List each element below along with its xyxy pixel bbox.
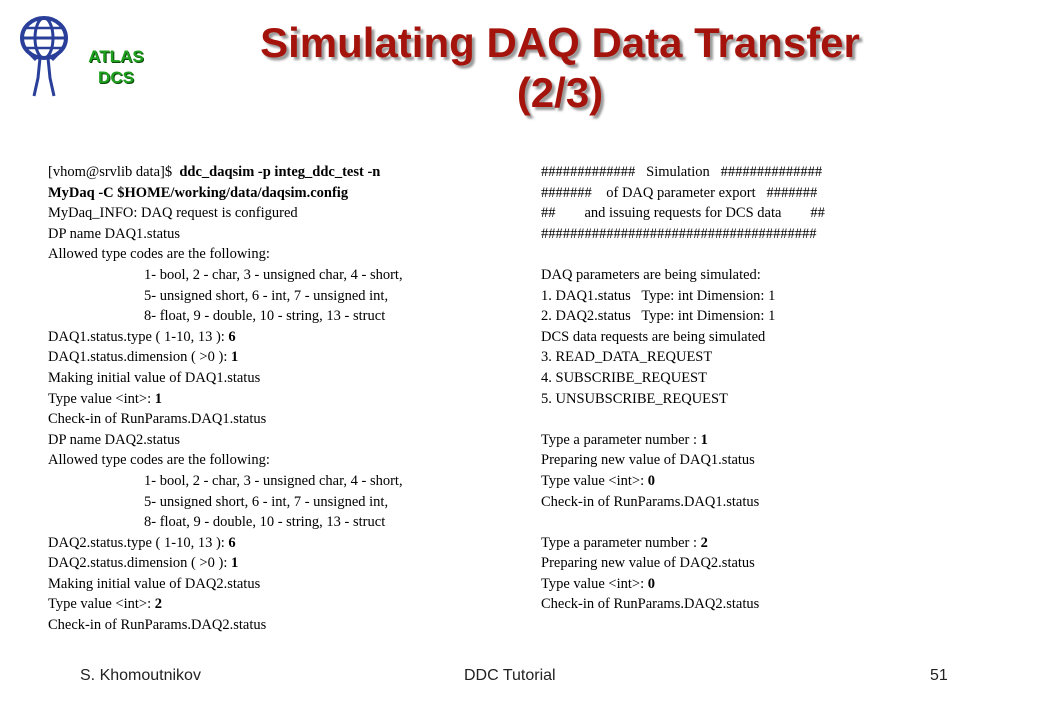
- console-text: 1. DAQ1.status Type: int Dimension: 1: [541, 287, 776, 304]
- console-line: [48, 409, 403, 430]
- console-line: [48, 265, 403, 286]
- console-text: 8- float, 9 - double, 10 - string, 13 - struct: [144, 308, 386, 325]
- logo-text: [82, 46, 150, 88]
- console-text: Check-in of RunParams.DAQ2.status: [541, 596, 760, 613]
- console-line: [48, 450, 403, 471]
- console-text: 5- unsigned short, 6 - int, 7 - unsigned int,: [144, 493, 389, 510]
- console-line: [541, 347, 825, 368]
- console-line: [541, 183, 825, 204]
- console-line: [48, 389, 403, 410]
- console-line: [48, 347, 403, 368]
- console-text: Check-in of RunParams.DAQ2.status: [48, 617, 267, 634]
- console-text: MyDaq_INFO: DAQ request is configured: [48, 205, 298, 222]
- console-line: [541, 409, 825, 430]
- console-input: 6: [228, 328, 236, 345]
- console-line: [541, 389, 825, 410]
- console-text: Check-in of RunParams.DAQ1.status: [541, 493, 760, 510]
- console-text: 5. UNSUBSCRIBE_REQUEST: [541, 390, 728, 407]
- console-line: [48, 306, 403, 327]
- console-text: Check-in of RunParams.DAQ1.status: [48, 411, 267, 428]
- console-line: [48, 286, 403, 307]
- console-text: DAQ1.status.dimension ( >0 ):: [48, 349, 231, 366]
- slide-title-line1: Simulating DAQ Data Transfer: [260, 19, 860, 66]
- console-text: DCS data requests are being simulated: [541, 328, 766, 345]
- atlas-globe-icon: [10, 8, 90, 98]
- console-line: [541, 368, 825, 389]
- console-line: [541, 471, 825, 492]
- console-line: [48, 492, 403, 513]
- console-line: [541, 430, 825, 451]
- footer-author: S. Khomoutnikov: [80, 667, 201, 684]
- console-line: [48, 368, 403, 389]
- console-line: [541, 162, 825, 183]
- console-text: Preparing new value of DAQ2.status: [541, 555, 755, 572]
- console-line: [48, 471, 403, 492]
- console-text: Type value <int>:: [48, 390, 155, 407]
- console-line: [48, 553, 403, 574]
- console-input: 1: [230, 555, 239, 572]
- console-text: ## and issuing requests for DCS data ##: [541, 205, 825, 222]
- console-text: ######################################: [541, 225, 817, 242]
- footer-page-number: 51: [930, 667, 948, 684]
- console-line: [541, 244, 825, 265]
- console-input: 0: [647, 575, 655, 592]
- console-text: 3. READ_DATA_REQUEST: [541, 349, 713, 366]
- console-text: Allowed type codes are the following:: [48, 246, 270, 263]
- console-text: Making initial value of DAQ2.status: [48, 575, 261, 592]
- console-line: [541, 327, 825, 348]
- console-line: [48, 594, 403, 615]
- console-text: Type value <int>:: [48, 596, 155, 613]
- console-text: Allowed type codes are the following:: [48, 452, 270, 469]
- console-text: Preparing new value of DAQ1.status: [541, 452, 755, 469]
- console-text: Making initial value of DAQ1.status: [48, 369, 261, 386]
- footer-title: DDC Tutorial: [464, 667, 556, 684]
- console-input: MyDaq -C $HOME/working/data/daqsim.config: [48, 184, 349, 201]
- console-line: [541, 574, 825, 595]
- console-line: [48, 224, 403, 245]
- terminal-session-right: [541, 162, 825, 615]
- console-line: [48, 203, 403, 224]
- console-line: [541, 553, 825, 574]
- console-line: [541, 450, 825, 471]
- logo-atlas-label: ATLAS: [88, 47, 144, 66]
- console-input: ddc_daqsim -p integ_ddc_test -n: [175, 164, 381, 180]
- console-text: DP name DAQ1.status: [48, 225, 180, 242]
- console-text: [vhom@srvlib data]$: [48, 164, 176, 180]
- console-line: [48, 183, 403, 204]
- console-line: [541, 492, 825, 513]
- console-text: DAQ parameters are being simulated:: [541, 266, 761, 283]
- console-line: [541, 594, 825, 615]
- console-line: [48, 327, 403, 348]
- console-input: 2: [700, 534, 708, 551]
- console-text: DAQ1.status.type ( 1-10, 13 ):: [48, 328, 229, 345]
- console-text: ####### of DAQ parameter export #######: [541, 184, 818, 201]
- console-line: [541, 286, 825, 307]
- console-input: 1: [154, 390, 162, 407]
- terminal-session-left: [48, 162, 403, 636]
- console-text: 2. DAQ2.status Type: int Dimension: 1: [541, 308, 776, 325]
- console-text: 5- unsigned short, 6 - int, 7 - unsigned int,: [144, 287, 389, 304]
- logo-dcs-label: DCS: [98, 68, 134, 87]
- console-input: 6: [228, 534, 236, 551]
- console-input: 1: [230, 349, 239, 366]
- console-line: [48, 512, 403, 533]
- console-line: [48, 615, 403, 636]
- console-line: [541, 265, 825, 286]
- console-line: [541, 512, 825, 533]
- atlas-dcs-logo: [10, 8, 150, 98]
- console-text: ############# Simulation ##############: [541, 164, 823, 180]
- console-line: [48, 244, 403, 265]
- console-line: [48, 574, 403, 595]
- console-text: 8- float, 9 - double, 10 - string, 13 - struct: [144, 514, 386, 531]
- console-line: [541, 203, 825, 224]
- console-text: 1- bool, 2 - char, 3 - unsigned char, 4 - short,: [144, 472, 403, 489]
- console-input: 2: [154, 596, 162, 613]
- console-text: Type value <int>:: [541, 472, 648, 489]
- console-text: Type a parameter number :: [541, 431, 701, 448]
- console-line: [541, 224, 825, 245]
- console-line: [48, 162, 403, 183]
- slide-title: [180, 18, 940, 118]
- console-text: Type value <int>:: [541, 575, 648, 592]
- console-text: DP name DAQ2.status: [48, 431, 180, 448]
- console-text: DAQ2.status.type ( 1-10, 13 ):: [48, 534, 229, 551]
- console-line: [541, 533, 825, 554]
- console-line: [48, 533, 403, 554]
- console-line: [541, 306, 825, 327]
- slide-title-line2: (2/3): [516, 69, 604, 116]
- console-text: 1- bool, 2 - char, 3 - unsigned char, 4 - short,: [144, 266, 403, 283]
- console-input: 1: [700, 431, 708, 448]
- console-text: 4. SUBSCRIBE_REQUEST: [541, 369, 707, 386]
- console-text: Type a parameter number :: [541, 534, 701, 551]
- console-text: DAQ2.status.dimension ( >0 ):: [48, 555, 231, 572]
- console-input: 0: [647, 472, 655, 489]
- console-line: [48, 430, 403, 451]
